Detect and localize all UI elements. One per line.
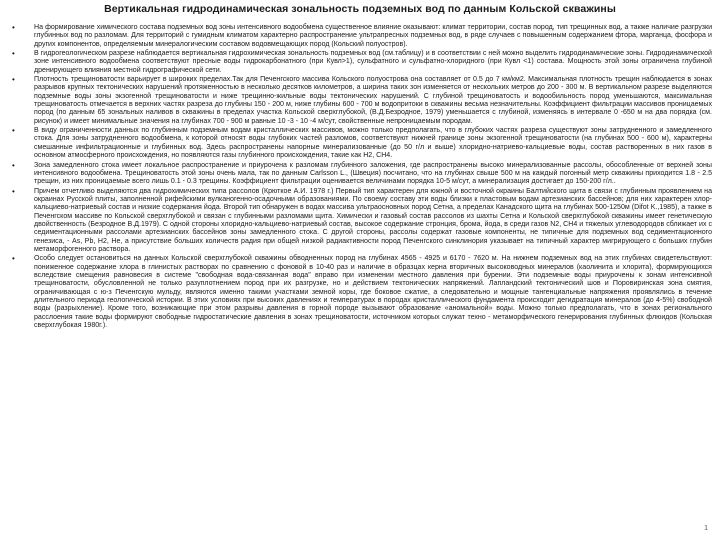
bullet-icon: • xyxy=(12,126,15,136)
bullet-icon: • xyxy=(12,254,15,264)
bullet-icon: • xyxy=(12,75,15,85)
list-item xyxy=(8,127,712,160)
bullet-icon: • xyxy=(12,23,15,32)
list-item xyxy=(8,76,712,126)
paragraph-text: Причем отчетливо выделяются два гидрохимических типа рассолов (Крюткое А.И. 1978 г.) Первый тип характерен для южной и восточной окраины Балтийского щита в связи с глубинным проявлением на окраинах Русской плиты, заполненной рифейскими вулканогенно-осадочными образованиями. По своему составу эти воды близки к пластовым водам артезианских бассейнов; для них характерен хлор-кальциево-натриевый состав и низкие содержания йода. Второй тип обнаружен в водах массива ультраосновных пород Сетна, а пределах Канадского щита на глубинах 500-1250м (Difot K.,1985), а также в Печенгском массиве по Кольской сверхглубокой и связан с глубинными разломами щита. Химически и газовый состав рассолов из шахты Сетна и Кольской сверхглубокой скважины имеет генетическую двойственность (Безродное В.Д.1979). С одной стороны хлоридно-кальциево-натриевый состав, высокое содержание стронция, брома, йода, в среди газов N2, CH4 и тяжелых углеводородов сближает их с седиментационными рассолами артезианских бассейнов зоны замедленного стока. С другой стороны, рассолы содержат газовые компоненты, не типичные для подземных вод седиментационного генезиса, - As, Pb, H2, He, а присутствие больших количеств радия при общей низкой радиактивности пород Печенгского синклинория указывает на типичный характер мигрирующего с больших глубин метаморфогенного раствора. xyxy=(34,187,712,253)
paragraph-text: На формирование химического состава подземных вод зоны интенсивного водообмена существенное влияние оказывают: климат территории, состав пород, тип трещинных вод, а также наличие разгрузки глубинных вод по разломам. Для территорий с гумидным климатом характерно распространение ультрапресных подземных вод, в ряде случаев с повышенным содержанием фтора, марганца, фосфора и других компонентов, определяемым минералогическим составом водовмещающих пород (Кольский полуостров). xyxy=(34,24,712,48)
bullet-icon: • xyxy=(12,49,15,59)
bullet-list xyxy=(8,24,712,330)
list-item xyxy=(8,162,712,187)
paragraph-text: Плотность трещиноватости варьирует в широких пределах.Так для Печенгского массива Кольского полуострова она составляет от 0.5 до 7 км/км2. Максимальная плотность трещин наблюдается в зонах разрывов крупных тектонических нарушений протяженностью в несколько десятков километров, а ширина таких зон изменяется от нескольких метров до 200 - 300 м. В вертикальном разрезе выделяются подземные воды зоны экзогенной трещиноватости и ниже трещинно-жильные воды тектонических нарушений. С глубиной трещиноватость и водообильность пород уменьшаются, максимальная трещиноватость отмечается в верхних частях разреза до глубины 150 - 200 м, ниже глубины 600 - 700 м водопритоки в скважины весьма незначительны. Коэффициент фильтрации массивов проницаемых пород (по данным 65 зональных наливов в скважины в пределах участка Кольской сверхглубокой, (В.Д.Безродное, 1979) уменьшается с глубиной, изменяясь в интервале 0 -650 м на два порядка (см. рисунок) и имеет минимальные значения на глубинах 700 - 900 м равные 10 -3 - 10 -4 м/сут, свойственные непроницаемым породам. xyxy=(34,76,712,125)
bullet-icon: • xyxy=(12,160,15,170)
list-item xyxy=(8,50,712,75)
list-item xyxy=(8,255,712,330)
list-item xyxy=(8,24,712,49)
page-number: 1 xyxy=(704,525,708,532)
list-item xyxy=(8,188,712,255)
slide-title: Вертикальная гидродинамическая зональность подземных вод по данным Кольской скважины xyxy=(104,3,616,15)
bullet-icon: • xyxy=(12,186,15,196)
paragraph-text: В виду ограниченности данных по глубинным подземным водам кристаллических массивов, можно только предполагать, что в глубоких частях разреза существуют зоны затрудненного и замедленного стока. Для зоны затрудненного водообмена, к которой относят воды глубоких частей разломов, соответствуют нижней границе зоны экзогенной трещиноватости (на глубинах 500 - 600 м), характерны смешанные инфильтрационные и глубинных вод. Здесь распространены напорные минерализованные (до 50 г/л и выше) хлоридно-натриево-кальциевые воды, состав растворенных в них газов в основном атмосферного происхождения, но появляются газы глубинного происхождения, такие как H2, CH4. xyxy=(34,127,712,160)
paragraph-text: Зона замедленного стока имеет локальное распространение и приурочена к разломам глубинного заложения, где распространены высоко минерализованные рассолы, обособленные от верхней зоны интенсивного водообмена. Трещиноватость этой зоны очень мала, так по данным Carlsson L., (Швеция) посчитано, что на глубинах свыше 500 м на каждый погонный метр скважины приходится 1.8 - 2.5 трещин, из них проницаемые всего лишь 0.1 - 0.3 трещины. Коэффициент фильтрации оценивается величинами порядка 10-5 м/сут, а минерализация достигает до 150-200 г/л.. xyxy=(34,161,712,186)
paragraph-text: Особо следует остановиться на данных Кольской сверхглубокой скважины обводненных пород на глубинах 4565 - 4925 и 6170 - 7620 м. На нижнем подземных вод на этих глубинах свидетельствуют: пониженное содержание хлора в глинистых растворах по сравнению с фоновой в 10-40 раз и наличие в образцах керна вторичных высоководных минералов (каолинита и хлорита), формирующихся вследствие смещения равновесия в системе "свободная вода-связанная вода" вправо при изменении местного давления при бурении. Эти подземные воды приурочены к зонам интенсивной трещиноватости, обусловленной не только разуплотнением пород при их разгрузке, но и действием тектонических напряжений. Лапландский тектонический шов и Поровиринская зона смятия, ограничивающая с ю-з Печенгскую мульду, являются именно такими участками земной коры, где боковое сжатие, а следовательно и мощные тангенциальные напряжения проявлялись в течение длительного периода геологической истории. В этих условиях при высоких давлениях и температурах в породах кристаллического фундамента происходит дегидратация минералов (до 4-5%) свободной воды (разрыхление). Кроме того, возникающие при этом разрывы давления в горной породе вызывают образование «аномальной» воды. Можно только предполагать, что в зонах регионального расслоения такие воды формируют свободные гидростатические давления в зонах трещиноватости, источником которых служат техно - метаморфического генерирования глубинных флюидов (Кольская сверхглубокая 1980г.). xyxy=(34,255,712,330)
paragraph-text: В гидрогеологическом разрезе наблюдается вертикальная гидрохимическая зональность подземных вод (см.таблицу) и в соответствии с ней можно выделить гидродинамические зоны. Гидродинамической зоне интенсивного водообмена соответствуют пресные воды гидрокарбонатного (при Кувл>1), сульфатного и сульфатно-хлоридного (при Кувл <1) состава. Мощность этой зоны ограничена глубиной дренирующего влияния местной гидрографической сети. xyxy=(34,50,712,74)
